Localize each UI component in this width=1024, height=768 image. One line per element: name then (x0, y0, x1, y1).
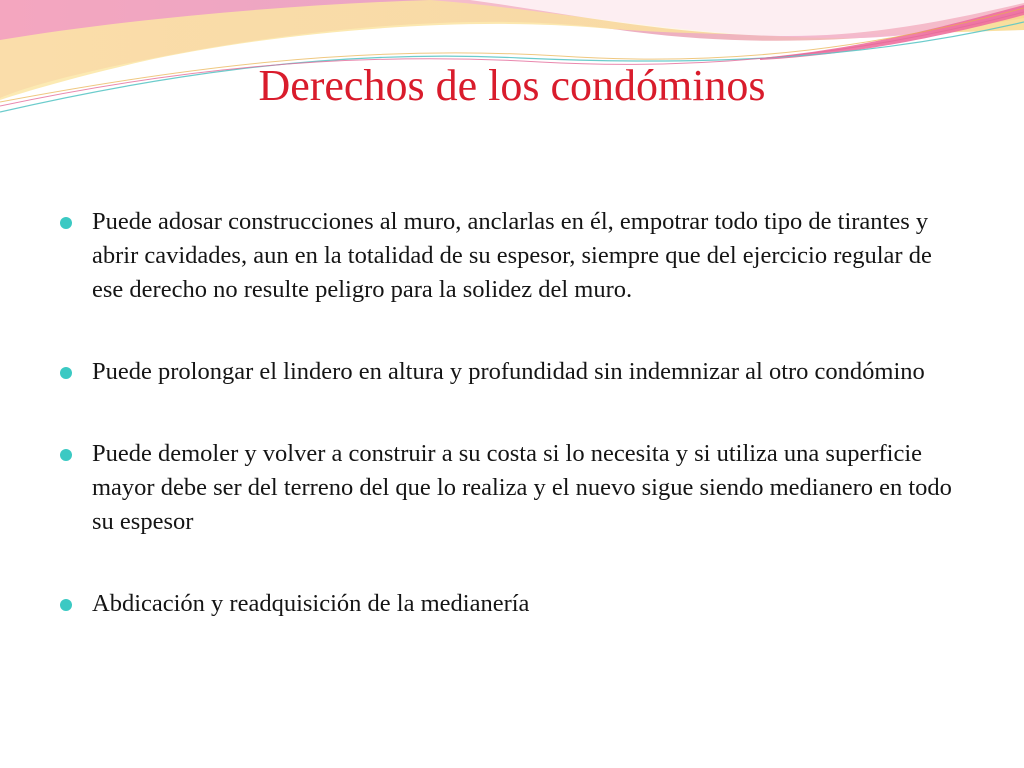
bullet-text: Puede demoler y volver a construir a su costa si lo necesita y si utiliza una superficie mayor debe ser del terreno del que lo realiza y el nuevo sigue siendo medianero en todo su espesor (92, 440, 952, 535)
bullet-item (58, 587, 968, 621)
bullet-text: Puede adosar construcciones al muro, anclarlas en él, empotrar todo tipo de tirantes y abrir cavidades, aun en la totalidad de su espesor, siempre que del ejercicio regular de ese derecho no resulte peligro para la solidez del muro. (92, 208, 932, 303)
bullet-text: Puede prolongar el lindero en altura y profundidad sin indemnizar al otro condómino (92, 358, 925, 385)
bullet-item (58, 205, 968, 307)
bullet-icon (60, 449, 72, 461)
bullet-icon (60, 217, 72, 229)
slide-title: Derechos de los condóminos (258, 61, 766, 110)
bullet-icon (60, 367, 72, 379)
bullet-text: Abdicación y readquisición de la medianería (92, 590, 530, 617)
bullet-item (58, 355, 968, 389)
bullet-icon (60, 599, 72, 611)
bullet-item (58, 437, 968, 539)
bullet-list (58, 205, 968, 669)
